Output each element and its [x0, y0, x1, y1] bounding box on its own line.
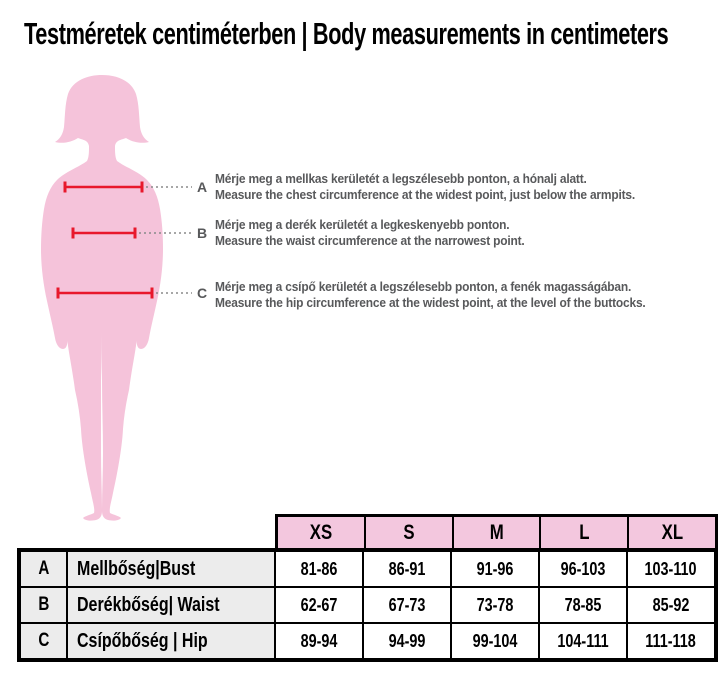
- row-b-value-m: 73-78: [452, 588, 538, 622]
- row-c-value-s: 94-99: [364, 624, 450, 658]
- row-a-value-s: 86-91: [364, 552, 450, 586]
- female-body-silhouette-icon: [22, 72, 182, 522]
- measure-text-c-hu: Mérje meg a csípő kerületét a legszélesebb ponton, a fenék magasságában.: [215, 279, 632, 294]
- measure-letter-a: A: [196, 179, 208, 195]
- row-b-label: Derékbőség| Waist: [68, 588, 274, 622]
- measure-text-b-en: Measure the waist circumference at the narrowest point.: [215, 232, 525, 248]
- measure-text-c: [215, 279, 715, 310]
- size-table-header: [275, 514, 718, 552]
- size-header-cell-xs: XS: [278, 517, 364, 549]
- row-a-value-m: 91-96: [452, 552, 538, 586]
- row-b-value-xs: 62-67: [276, 588, 362, 622]
- row-a-value-xs: 81-86: [276, 552, 362, 586]
- row-b-letter: B: [21, 588, 66, 622]
- measure-text-c-en: Measure the hip circumference at the widest point, at the level of the buttocks.: [215, 294, 646, 310]
- measure-text-b-hu: Mérje meg a derék kerületét a legkeskenyebb ponton.: [215, 217, 510, 232]
- row-a-value-xl: 103-110: [628, 552, 714, 586]
- row-a-label: Mellbőség|Bust: [68, 552, 274, 586]
- row-a-letter: A: [21, 552, 66, 586]
- row-b-value-l: 78-85: [540, 588, 626, 622]
- measure-text-a: [215, 171, 715, 202]
- size-header-cell-l: L: [541, 517, 627, 549]
- row-c-value-m: 99-104: [452, 624, 538, 658]
- size-header-cell-m: M: [454, 517, 540, 549]
- row-c-label: Csípőbőség | Hip: [68, 624, 274, 658]
- row-c-value-xs: 89-94: [276, 624, 362, 658]
- row-c-letter: C: [21, 624, 66, 658]
- silhouette-shape: [41, 75, 163, 521]
- row-c-value-l: 104-111: [540, 624, 626, 658]
- row-a-value-l: 96-103: [540, 552, 626, 586]
- row-b-value-s: 67-73: [364, 588, 450, 622]
- measure-text-b: [215, 217, 715, 248]
- row-b-value-xl: 85-92: [628, 588, 714, 622]
- size-table-body: [17, 548, 718, 662]
- page-title: Testméretek centiméterben | Body measurements in centimeters: [24, 16, 669, 51]
- measure-letter-c: C: [196, 285, 208, 301]
- size-header-cell-s: S: [366, 517, 452, 549]
- measure-text-a-hu: Mérje meg a mellkas kerületét a legszélesebb ponton, a hónalj alatt.: [215, 171, 587, 186]
- measure-text-a-en: Measure the chest circumference at the widest point, just below the armpits.: [215, 186, 636, 202]
- measure-letter-b: B: [196, 225, 208, 241]
- row-c-value-xl: 111-118: [628, 624, 714, 658]
- size-header-cell-xl: XL: [629, 517, 715, 549]
